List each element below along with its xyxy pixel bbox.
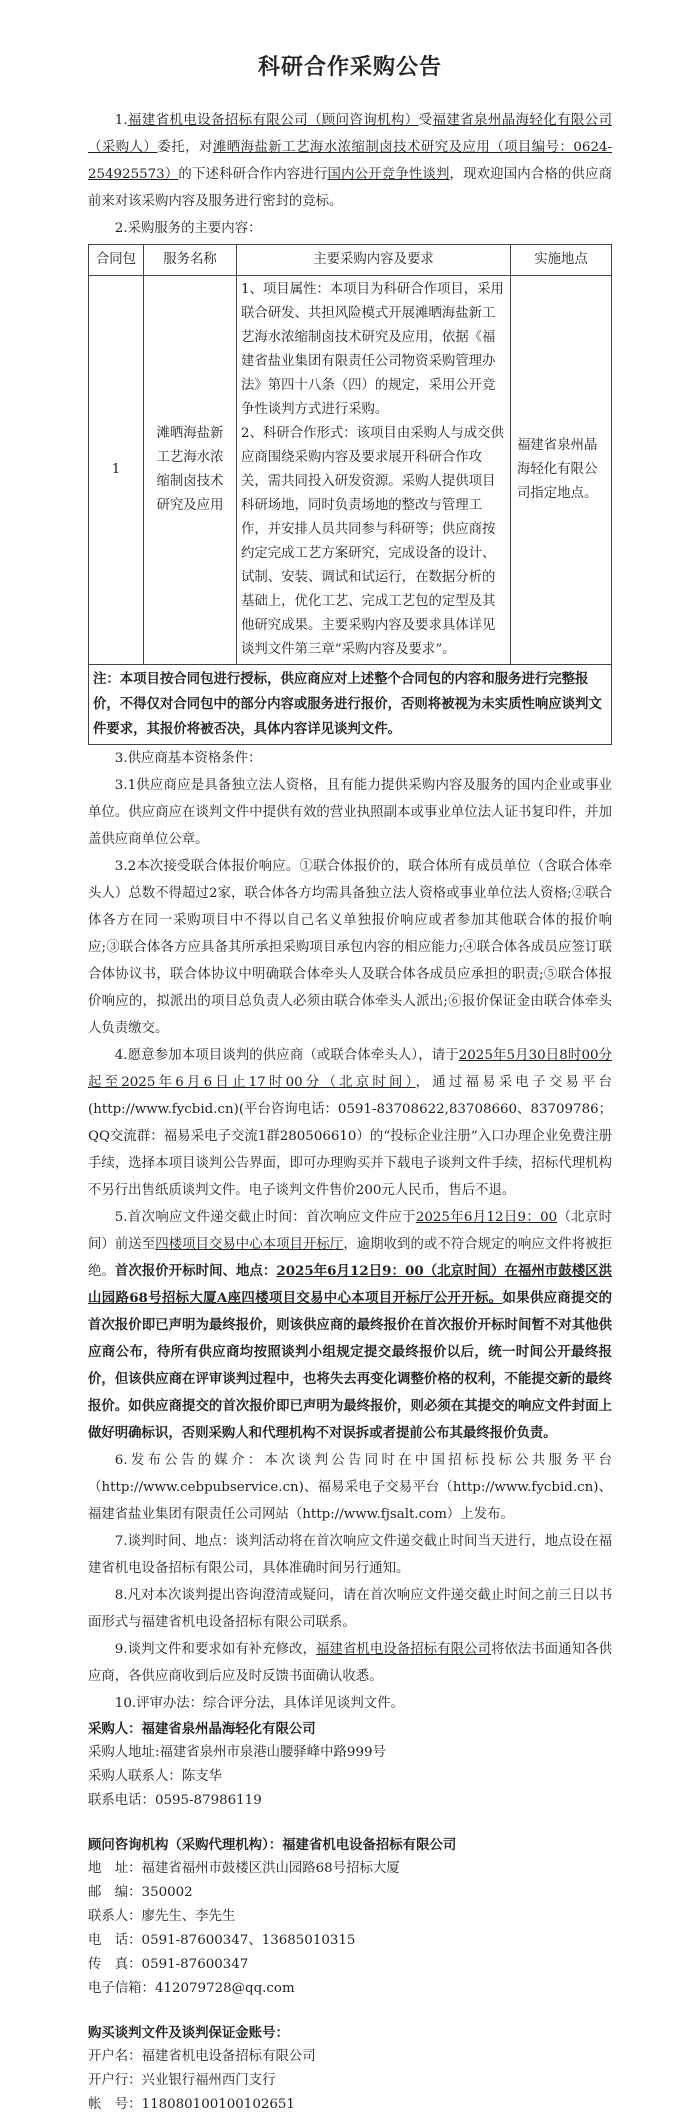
table-note-row <box>89 665 612 745</box>
cell-location: 福建省泉州晶海轻化有限公司指定地点。 <box>511 276 612 665</box>
project-name: 滩晒海盐新工艺海水浓缩制卤技术研究及应用（项目编号：0624-254925573） <box>88 140 613 182</box>
section-9: 9.谈判文件和要求如有补充修改，福建省机电设备招标有限公司将依法书面通知各供应商，各供应商收到后应及时反馈书面确认收悉。 <box>88 1642 613 1684</box>
col-header-content: 主要采购内容及要求 <box>237 245 511 276</box>
buyer-contact-block <box>88 1717 612 1813</box>
agent-name-line: 顾问咨询机构（采购代理机构）：福建省机电设备招标有限公司 <box>88 1837 457 1853</box>
table-note: 注：本项目按合同包进行授标，供应商应对上述整个合同包的内容和服务进行完整报价，不得仅对合同包中的部分内容或服务进行报价，否则将被视为未实质性响应谈判文件要求，其报价将被否决，具体内容详见谈判文件。 <box>89 665 612 745</box>
agent-zip: 邮 编：350002 <box>88 1885 193 1900</box>
agent-contact: 联系人：廖先生、李先生 <box>88 1909 236 1924</box>
agent-email: 电子信箱：412079728@qq.com <box>88 1981 295 1996</box>
content-item-1: 1、项目属性：本项目为科研合作项目，采用联合研发、共担风险模式开展滩晒海盐新工艺海水浓缩制卤技术研究及应用，依据《福建省盐业集团有限责任公司物资采购管理办法》第四十八条（四）的规定，采用公开竞争性谈判方式进行采购。 <box>241 282 504 417</box>
procurement-table <box>88 244 612 745</box>
cell-service-name: 滩晒海盐新工艺海水浓缩制卤技术研究及应用 <box>144 276 237 665</box>
table-header-row <box>89 245 612 276</box>
account-holder: 开户名：福建省机电设备招标有限公司 <box>88 2049 316 2064</box>
agent-fax: 传 真：0591-87600347 <box>88 1957 249 1972</box>
submission-place: 四楼项目交易中心本项目开标厅 <box>155 1237 344 1252</box>
section-7: 7.谈判时间、地点：谈判活动将在首次响应文件递交截止时间当天进行，地点设在福建省机电设备招标有限公司，具体准确时间另行通知。 <box>88 1534 612 1576</box>
page-title: 科研合作采购公告 <box>257 54 442 80</box>
registration-period: 2025年5月30日8时00分起至2025年6月6日止17时00分（北京时间） <box>88 1048 612 1090</box>
buyer-name: 福建省泉州晶海轻化有限公司（采购人） <box>88 113 613 155</box>
section-3-1: 3.1供应商应是具备独立法人资格，且有能力提供采购内容及服务的国内企业或事业单位。供应商应在谈判文件中提供有效的营业执照副本或事业单位法人证书复印件，并加盖供应商单位公章。 <box>88 778 612 847</box>
account-block <box>88 2021 612 2117</box>
account-heading: 购买谈判文件及谈判保证金账号： <box>88 2025 289 2041</box>
content-item-2: 2、科研合作形式：该项目由采购人与成交供应商围绕采购内容及要求展开科研合作攻关，需共同投入研发资源。采购人提供项目科研场地，同时负责场地的整改与管理工作，并安排人员共同参与科研等；供应商按约定完成工艺方案研究，完成设备的设计、试制、安装、调试和试运行，在数据分析的基础上，优化工艺、完成工艺包的定型及其他研究成果。主要采购内容及要求具体详见谈判文件第三章“采购内容及要求”。 <box>241 426 504 657</box>
section-3-heading: 3.供应商基本资格条件： <box>114 751 262 766</box>
col-header-service: 服务名称 <box>144 245 237 276</box>
agency-name-underlined: 福建省机电设备招标有限公司 <box>316 1642 491 1657</box>
col-header-package: 合同包 <box>89 245 144 276</box>
table-row <box>89 276 612 665</box>
buyer-contact: 采购人联系人：陈支华 <box>88 1769 222 1784</box>
intro-paragraph: 1.福建省机电设备招标有限公司（顾问咨询机构）受福建省泉州晶海轻化有限公司（采购人）委托，对滩晒海盐新工艺海水浓缩制卤技术研究及应用（项目编号：0624-254925573）的下述科研合作内容进行国内公开竞争性谈判，现欢迎国内合格的供应商前来对该采购内容及服务进行密封的竞标。 <box>88 113 613 209</box>
section-3-2: 3.2本次接受联合体报价响应。①联合体报价的，联合体所有成员单位（含联合体牵头人）总数不得超过2家，联合体各方均需具备独立法人资格或事业单位法人资格;②联合体各方在同一采购项目中不得以自己名义单独报价响应或者参加其他联合体的报价响应;③联合体各方应具备其所承担采购项目承包内容的相应能力;④联合体各成员应签订联合体协议书，联合体协议中明确联合体牵头人及联合体各成员应承担的职责;⑤联合体报价响应的，拟派出的项目总负责人必须由联合体牵头人派出;⑥报价保证金由联合体牵头人负责缴交。 <box>88 859 612 1036</box>
agency-link: 福建省机电设备招标有限公司（顾问咨询机构） <box>127 113 419 128</box>
section-6: 6.发布公告的媒介：本次谈判公告同时在中国招标投标公共服务平台（http://www.cebpubservice.cn)、福易采电子交易平台（http://www.fycbid.cn)、福建省盐业集团有限责任公司网站（http://www.fjsalt.com）上发布。 <box>88 1453 612 1522</box>
section-8: 8.凡对本次谈判提出咨询澄清或疑问，请在首次响应文件递交截止时间之前三日以书面形式与福建省机电设备招标有限公司联系。 <box>88 1588 612 1630</box>
agent-phone: 电 话：0591-87600347、13685010315 <box>88 1933 356 1948</box>
col-header-location: 实施地点 <box>511 245 612 276</box>
account-bank: 开户行：兴业银行福州西门支行 <box>88 2073 276 2088</box>
section-4: 4.愿意参加本项目谈判的供应商（或联合体牵头人），请于2025年5月30日8时00分起至2025年6月6日止17时00分（北京时间），通过福易采电子交易平台(http://www.fycbid.cn)(平台咨询电话：0591-83708622,83708660、83709786；QQ交流群：福易采电子交流1群280506610）的“投标企业注册”入口办理企业免费注册手续，选择本项目谈判公告界面，即可办理购买并下载电子谈判文件手续，招标代理机构不另行出售纸质谈判文件。电子谈判文件售价200元人民币，售后不退。 <box>88 1048 613 1198</box>
procurement-method: 国内公开竞争性谈判 <box>327 167 450 182</box>
submission-deadline: 2025年6月12日9：00 <box>415 1210 558 1225</box>
agent-contact-block <box>88 1833 612 2001</box>
cell-content <box>237 276 511 665</box>
account-number: 帐 号：118080100100102651 <box>88 2097 295 2112</box>
buyer-address: 采购人地址:福建省泉州市泉港山腰驿峰中路999号 <box>88 1745 386 1760</box>
agent-address: 地 址：福建省福州市鼓楼区洪山园路68号招标大厦 <box>88 1861 400 1876</box>
opening-time-place: 2025年6月12日9：00（北京时间）在福州市鼓楼区洪山园路68号招标大厦A座四楼项目交易中心本项目开标厅公开开标。 <box>88 1263 613 1306</box>
buyer-name-line: 采购人：福建省泉州晶海轻化有限公司 <box>88 1721 316 1737</box>
cell-package: 1 <box>89 276 144 665</box>
section-5: 5.首次响应文件递交截止时间：首次响应文件应于2025年6月12日9：00（北京时间）前送至四楼项目交易中心本项目开标厅，逾期收到的或不符合规定的响应文件将被拒绝。首次报价开标时间、地点：2025年6月12日9：00（北京时间）在福州市鼓楼区洪山园路68号招标大厦A座四楼项目交易中心本项目开标厅公开开标。如果供应商提交的首次报价即已声明为最终报价，则该供应商的最终报价在首次报价开标时间暂不对其他供应商公布，待所有供应商均按照谈判小组规定提交最终报价以后，统一时间公开最终报价，但该供应商在评审谈判过程中，也将失去再变化调整价格的权利，不能提交新的最终报价。如供应商提交的首次报价即已声明为最终报价，则必须在其提交的响应文件封面上做好明确标识，否则采购人和代理机构不对误拆或者提前公布其最终报价负责。 <box>88 1210 613 1441</box>
buyer-phone: 联系电话：0595-87986119 <box>88 1793 262 1808</box>
section-10: 10.评审办法：综合评分法，具体详见谈判文件。 <box>114 1696 404 1711</box>
section-2-heading: 2.采购服务的主要内容： <box>114 221 262 236</box>
